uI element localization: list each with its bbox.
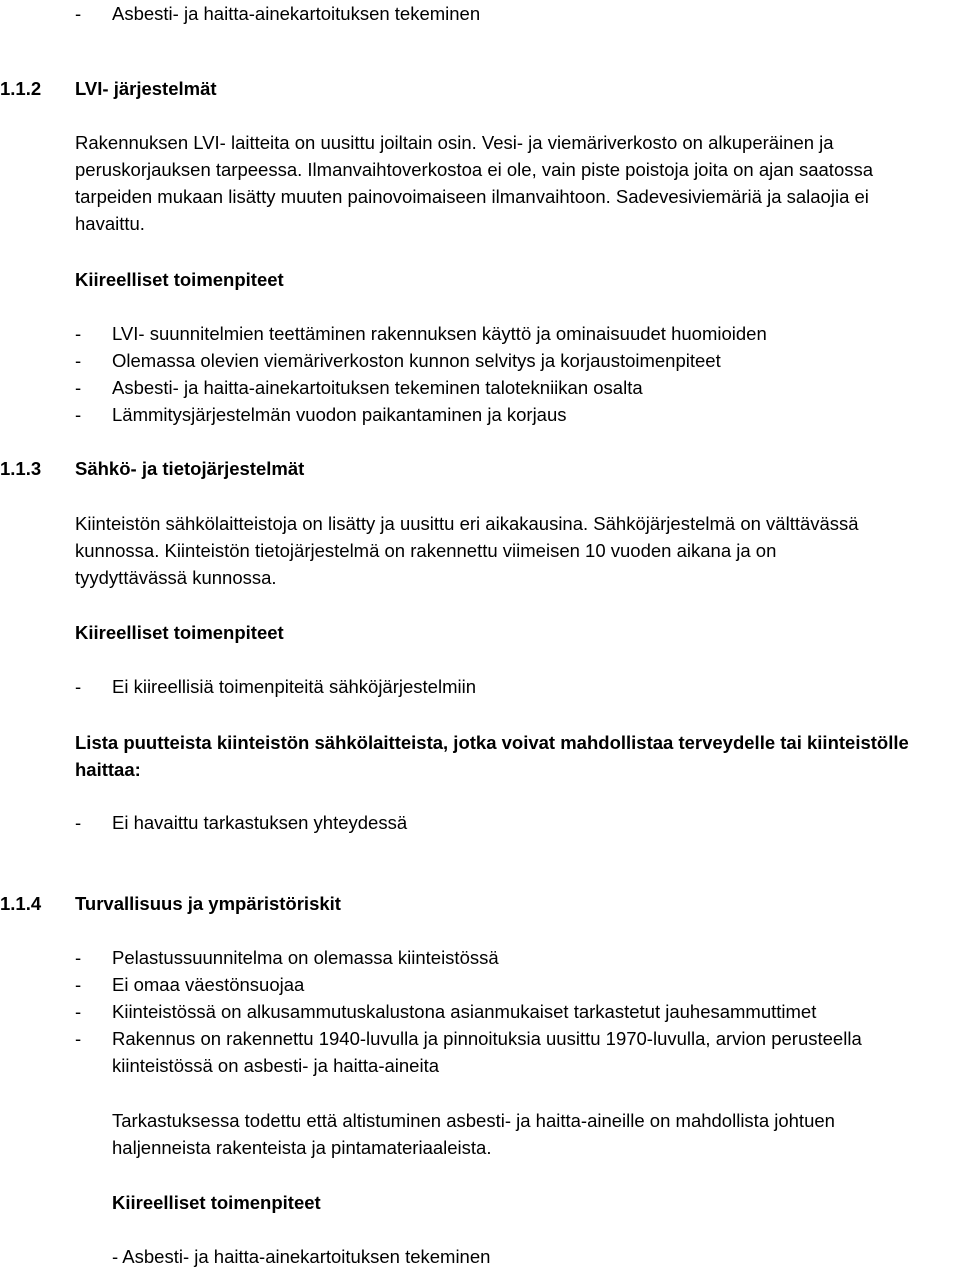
paragraph-line: havaittu. <box>75 213 145 234</box>
paragraph-line: tarpeiden mukaan lisätty muuten painovoimaiseen ilmanvaihtoon. Sadevesiviemäriä ja salaojia ei <box>75 186 869 207</box>
urgent-heading: Kiireelliset toimenpiteet <box>75 269 284 290</box>
section-title: LVI- järjestelmät <box>75 78 217 99</box>
list-dash: - <box>75 1001 82 1022</box>
list-item: Rakennus on rakennettu 1940-luvulla ja pinnoituksia uusittu 1970-luvulla, arvion perusteella <box>112 1028 862 1049</box>
list-item: Olemassa olevien viemäriverkoston kunnon selvitys ja korjaustoimenpiteet <box>112 350 721 371</box>
list-dash: - <box>75 1028 82 1049</box>
list-item: Lämmitysjärjestelmän vuodon paikantaminen ja korjaus <box>112 404 567 425</box>
paragraph-line: kunnossa. Kiinteistön tietojärjestelmä on rakennettu viimeisen 10 vuoden aikana ja on <box>75 540 777 561</box>
list-heading-line: Lista puutteista kiinteistön sähkölaitteista, jotka voivat mahdollistaa terveydelle tai kiinteistölle <box>75 732 909 753</box>
paragraph-line: peruskorjauksen tarpeessa. Ilmanvaihtoverkostoa ei ole, vain piste poistoja joita on ajan saatossa <box>75 159 874 180</box>
section-number: 1.1.3 <box>0 458 42 479</box>
list-item: Asbesti- ja haitta-ainekartoituksen tekeminen talotekniikan osalta <box>112 377 643 398</box>
list-dash: - <box>75 3 82 24</box>
list-dash: - <box>75 812 82 833</box>
urgent-heading: Kiireelliset toimenpiteet <box>112 1192 321 1213</box>
list-item-text: Asbesti- ja haitta-ainekartoituksen tekeminen <box>112 3 481 24</box>
list-dash: - <box>75 404 82 425</box>
section-number: 1.1.4 <box>0 893 42 914</box>
list-dash: - <box>75 676 82 697</box>
list-dash: - <box>75 377 82 398</box>
list-item: LVI- suunnitelmien teettäminen rakennuksen käyttö ja ominaisuudet huomioiden <box>112 323 767 344</box>
list-item: Ei omaa väestönsuojaa <box>112 974 305 995</box>
note-line: haljenneista rakenteista ja pintamateriaaleista. <box>112 1137 492 1158</box>
list-dash: - <box>75 350 82 371</box>
paragraph-line: Rakennuksen LVI- laitteita on uusittu joiltain osin. Vesi- ja viemäriverkosto on alkuperäinen ja <box>75 132 834 153</box>
list-item: Pelastussuunnitelma on olemassa kiinteistössä <box>112 947 499 968</box>
section-title: Turvallisuus ja ympäristöriskit <box>75 893 341 914</box>
paragraph-line: Kiinteistön sähkölaitteistoja on lisätty ja uusittu eri aikakausina. Sähköjärjestelmä on välttävässä <box>75 513 859 534</box>
list-dash: - <box>75 947 82 968</box>
list-heading-line: haittaa: <box>75 759 141 780</box>
list-item: Ei kiireellisiä toimenpiteitä sähköjärjestelmiin <box>112 676 476 697</box>
list-item: Ei havaittu tarkastuksen yhteydessä <box>112 812 408 833</box>
paragraph-line: tyydyttävässä kunnossa. <box>75 567 277 588</box>
list-item-continuation: kiinteistössä on asbesti- ja haitta-aineita <box>112 1055 440 1076</box>
note-line: Tarkastuksessa todettu että altistuminen asbesti- ja haitta-aineille on mahdollista johtuen <box>112 1110 835 1131</box>
section-number: 1.1.2 <box>0 78 42 99</box>
urgent-heading: Kiireelliset toimenpiteet <box>75 622 284 643</box>
section-title: Sähkö- ja tietojärjestelmät <box>75 458 305 479</box>
list-dash: - <box>75 974 82 995</box>
list-item: - Asbesti- ja haitta-ainekartoituksen tekeminen <box>112 1246 491 1267</box>
list-item: Kiinteistössä on alkusammutuskalustona asianmukaiset tarkastetut jauhesammuttimet <box>112 1001 817 1022</box>
list-dash: - <box>75 323 82 344</box>
